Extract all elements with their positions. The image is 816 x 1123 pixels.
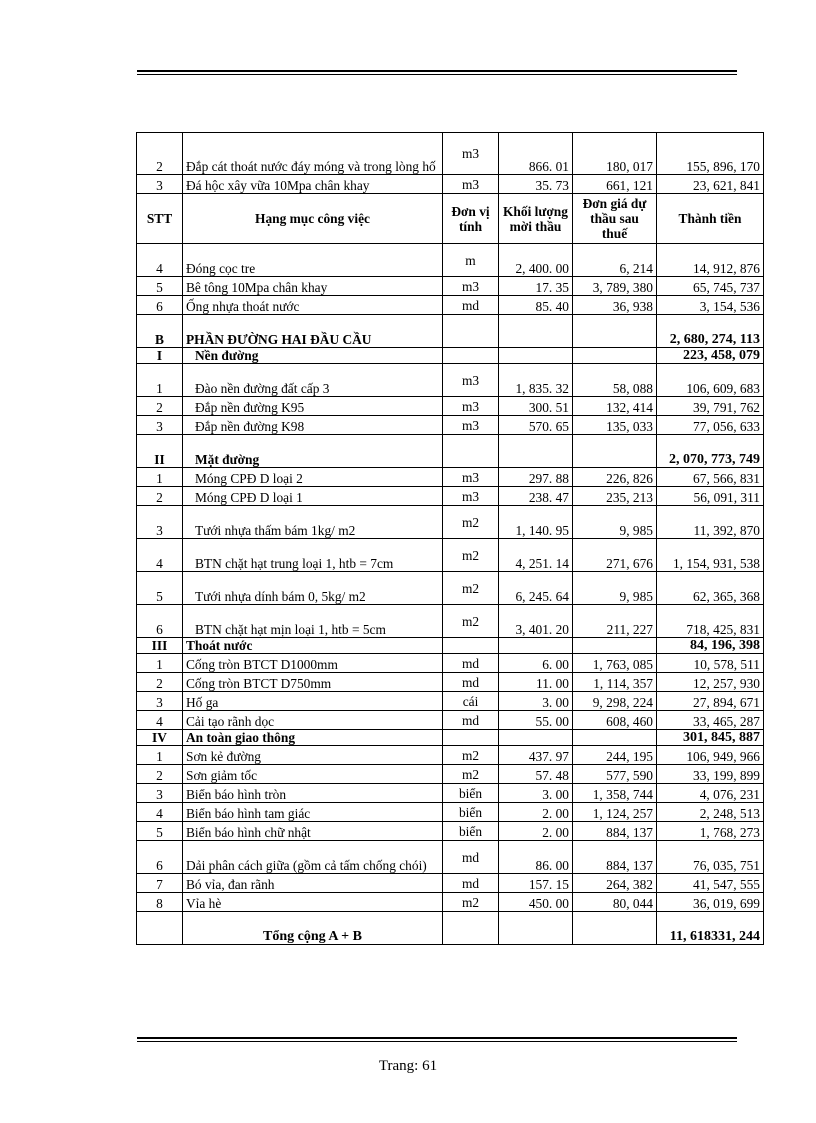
cell-qty: 85. 40 (499, 296, 573, 315)
cell-stt: 5 (137, 277, 183, 296)
cell-qty: 35. 73 (499, 175, 573, 194)
table-row (137, 803, 764, 822)
cell-price (573, 638, 657, 654)
cell-name: Thoát nước (183, 638, 443, 654)
table-row (137, 296, 764, 315)
table-row (137, 784, 764, 803)
cell-total: 33, 465, 287 (657, 711, 764, 730)
footer-rule (137, 1037, 737, 1042)
cell-name: Cống tròn BTCT D1000mm (183, 654, 443, 673)
cell-price: 1, 763, 085 (573, 654, 657, 673)
cell-name: Đắp nền đường K98 (183, 416, 443, 435)
cell-stt: 5 (137, 822, 183, 841)
cell-unit (443, 730, 499, 746)
cell-total: 76, 035, 751 (657, 841, 764, 874)
cell-name: Hạng mục công việc (183, 194, 443, 244)
cell-price (573, 315, 657, 348)
cell-stt: 3 (137, 416, 183, 435)
cell-unit (443, 638, 499, 654)
cell-price: 884, 137 (573, 841, 657, 874)
cell-unit: m3 (443, 487, 499, 506)
cell-qty: 3, 401. 20 (499, 605, 573, 638)
cell-stt: 2 (137, 673, 183, 692)
cell-total: 301, 845, 887 (657, 730, 764, 746)
cell-stt: 4 (137, 244, 183, 277)
cell-stt: 7 (137, 874, 183, 893)
cell-stt: 2 (137, 765, 183, 784)
cell-qty: 300. 51 (499, 397, 573, 416)
cell-unit: m2 (443, 539, 499, 572)
cell-qty (499, 435, 573, 468)
cell-price: 1, 114, 357 (573, 673, 657, 692)
cell-unit: md (443, 654, 499, 673)
cell-unit: m2 (443, 893, 499, 912)
cell-unit: md (443, 296, 499, 315)
cell-stt: 4 (137, 711, 183, 730)
cell-price: 3, 789, 380 (573, 277, 657, 296)
cell-stt (137, 912, 183, 945)
cell-unit: m2 (443, 765, 499, 784)
cell-stt: 8 (137, 893, 183, 912)
table-row (137, 133, 764, 175)
table-row (137, 277, 764, 296)
cell-total: 23, 621, 841 (657, 175, 764, 194)
cell-name: Tưới nhựa dính bám 0, 5kg/ m2 (183, 572, 443, 605)
cell-stt: 5 (137, 572, 183, 605)
cell-qty: 3. 00 (499, 692, 573, 711)
cell-qty: 17. 35 (499, 277, 573, 296)
cell-price: 235, 213 (573, 487, 657, 506)
cell-unit: m3 (443, 397, 499, 416)
cell-total: 10, 578, 511 (657, 654, 764, 673)
cell-total: 12, 257, 930 (657, 673, 764, 692)
cell-name: Đắp cát thoát nước đáy móng và trong lòng hố (183, 133, 443, 175)
cell-qty: 1, 835. 32 (499, 364, 573, 397)
cell-price: 6, 214 (573, 244, 657, 277)
cell-name: Ống nhựa thoát nước (183, 296, 443, 315)
cell-qty: 55. 00 (499, 711, 573, 730)
cell-name: Sơn giảm tốc (183, 765, 443, 784)
cell-unit: md (443, 711, 499, 730)
table-row (137, 572, 764, 605)
cell-price: 36, 938 (573, 296, 657, 315)
cell-total: 223, 458, 079 (657, 348, 764, 364)
cell-qty: 2, 400. 00 (499, 244, 573, 277)
cell-unit: m3 (443, 416, 499, 435)
cell-stt: 4 (137, 803, 183, 822)
cell-name: Hố ga (183, 692, 443, 711)
cell-total: 106, 949, 966 (657, 746, 764, 765)
cell-total: 36, 019, 699 (657, 893, 764, 912)
cell-name: Vỉa hè (183, 893, 443, 912)
cell-price: 58, 088 (573, 364, 657, 397)
cell-qty: 297. 88 (499, 468, 573, 487)
cell-name: Biển báo hình chữ nhật (183, 822, 443, 841)
table-row (137, 673, 764, 692)
cell-name: Đóng cọc tre (183, 244, 443, 277)
cell-stt: III (137, 638, 183, 654)
cell-unit: md (443, 841, 499, 874)
table-row (137, 765, 764, 784)
cell-total: 14, 912, 876 (657, 244, 764, 277)
cell-name: Bó vỉa, đan rãnh (183, 874, 443, 893)
cell-stt: 4 (137, 539, 183, 572)
cell-price: 80, 044 (573, 893, 657, 912)
cell-name: PHẦN ĐƯỜNG HAI ĐẦU CẦU (183, 315, 443, 348)
cell-stt: 1 (137, 364, 183, 397)
cell-qty: 4, 251. 14 (499, 539, 573, 572)
cell-price (573, 435, 657, 468)
cell-name: Dải phân cách giữa (gồm cả tấm chống chói) (183, 841, 443, 874)
cell-unit: m (443, 244, 499, 277)
section-row (137, 315, 764, 348)
cell-name: Bê tông 10Mpa chân khay (183, 277, 443, 296)
cost-estimate-table (136, 132, 764, 945)
table-header-row (137, 194, 764, 244)
table-row (137, 893, 764, 912)
cell-price (573, 730, 657, 746)
cell-stt: 2 (137, 487, 183, 506)
cell-total: Thành tiền (657, 194, 764, 244)
cell-qty: 2. 00 (499, 803, 573, 822)
cell-price: 135, 033 (573, 416, 657, 435)
cell-stt: 3 (137, 784, 183, 803)
cell-qty: 3. 00 (499, 784, 573, 803)
cell-name: BTN chặt hạt mịn loại 1, htb = 5cm (183, 605, 443, 638)
cell-unit: cái (443, 692, 499, 711)
cell-qty: 2. 00 (499, 822, 573, 841)
cell-qty: 86. 00 (499, 841, 573, 874)
cell-qty: 450. 00 (499, 893, 573, 912)
cell-price: 1, 124, 257 (573, 803, 657, 822)
cell-name: Cống tròn BTCT D750mm (183, 673, 443, 692)
cell-price: 264, 382 (573, 874, 657, 893)
cell-unit: biển (443, 784, 499, 803)
cell-total: 2, 680, 274, 113 (657, 315, 764, 348)
section-row (137, 435, 764, 468)
cell-stt: 1 (137, 746, 183, 765)
cell-qty: 157. 15 (499, 874, 573, 893)
cell-unit: m3 (443, 468, 499, 487)
cell-name: Biển báo hình tam giác (183, 803, 443, 822)
cell-stt: 6 (137, 841, 183, 874)
cell-price: 9, 298, 224 (573, 692, 657, 711)
section-row (137, 730, 764, 746)
table-row (137, 605, 764, 638)
cell-qty (499, 730, 573, 746)
cell-stt: I (137, 348, 183, 364)
cell-total: 3, 154, 536 (657, 296, 764, 315)
cell-total: 4, 076, 231 (657, 784, 764, 803)
cell-total: 718, 425, 831 (657, 605, 764, 638)
cell-name: BTN chặt hạt trung loại 1, htb = 7cm (183, 539, 443, 572)
cell-price: 132, 414 (573, 397, 657, 416)
page-number: Trang: 61 (378, 1058, 438, 1074)
cell-price: 9, 985 (573, 506, 657, 539)
cell-qty: 866. 01 (499, 133, 573, 175)
cell-qty: 6, 245. 64 (499, 572, 573, 605)
cell-name: Mặt đường (183, 435, 443, 468)
cell-stt: STT (137, 194, 183, 244)
cell-qty: 6. 00 (499, 654, 573, 673)
header-rule (137, 70, 737, 75)
table-row (137, 539, 764, 572)
cell-unit: m2 (443, 572, 499, 605)
table-row (137, 244, 764, 277)
cell-total: 33, 199, 899 (657, 765, 764, 784)
cell-unit: m3 (443, 277, 499, 296)
cell-unit (443, 435, 499, 468)
cell-total: 11, 392, 870 (657, 506, 764, 539)
cell-stt: 3 (137, 506, 183, 539)
cell-total: 77, 056, 633 (657, 416, 764, 435)
table-row (137, 692, 764, 711)
cell-stt: 3 (137, 175, 183, 194)
cell-qty (499, 638, 573, 654)
cell-stt: 6 (137, 296, 183, 315)
cell-price (573, 348, 657, 364)
cell-qty: Khối lượng mời thầu (499, 194, 573, 244)
cell-unit (443, 348, 499, 364)
cell-qty: 437. 97 (499, 746, 573, 765)
table-row (137, 822, 764, 841)
cell-stt: B (137, 315, 183, 348)
cell-total: 62, 365, 368 (657, 572, 764, 605)
cell-total: 106, 609, 683 (657, 364, 764, 397)
cell-price: Đơn giá dự thầu sau thuế (573, 194, 657, 244)
cell-qty: 238. 47 (499, 487, 573, 506)
cell-price: 271, 676 (573, 539, 657, 572)
cell-qty (499, 315, 573, 348)
cell-price: 180, 017 (573, 133, 657, 175)
cell-unit: m3 (443, 175, 499, 194)
cell-price: 884, 137 (573, 822, 657, 841)
cell-name: Tổng cộng A + B (183, 912, 443, 945)
cell-name: Cải tạo rãnh dọc (183, 711, 443, 730)
cell-unit: m3 (443, 364, 499, 397)
table-row (137, 487, 764, 506)
cell-price: 608, 460 (573, 711, 657, 730)
cell-total: 155, 896, 170 (657, 133, 764, 175)
cell-total: 56, 091, 311 (657, 487, 764, 506)
table-row (137, 506, 764, 539)
cell-name: Sơn kẻ đường (183, 746, 443, 765)
cell-name: Đá hộc xây vữa 10Mpa chân khay (183, 175, 443, 194)
cell-total: 2, 070, 773, 749 (657, 435, 764, 468)
cell-unit: Đơn vị tính (443, 194, 499, 244)
cell-unit: biển (443, 803, 499, 822)
cell-total: 11, 618331, 244 (657, 912, 764, 945)
cell-stt: 2 (137, 397, 183, 416)
cell-total: 65, 745, 737 (657, 277, 764, 296)
cell-qty: 11. 00 (499, 673, 573, 692)
cell-unit: m2 (443, 605, 499, 638)
cell-stt: 3 (137, 692, 183, 711)
cell-stt: 6 (137, 605, 183, 638)
section-row (137, 638, 764, 654)
table-body (137, 133, 764, 945)
cell-stt: IV (137, 730, 183, 746)
cell-total: 39, 791, 762 (657, 397, 764, 416)
cell-unit: m2 (443, 746, 499, 765)
cell-price: 661, 121 (573, 175, 657, 194)
cell-price: 1, 358, 744 (573, 784, 657, 803)
cell-price: 244, 195 (573, 746, 657, 765)
cell-price: 226, 826 (573, 468, 657, 487)
table-row (137, 841, 764, 874)
cell-qty: 1, 140. 95 (499, 506, 573, 539)
table-row (137, 175, 764, 194)
cell-price: 9, 985 (573, 572, 657, 605)
cell-total: 84, 196, 398 (657, 638, 764, 654)
cell-qty: 57. 48 (499, 765, 573, 784)
cell-unit: m3 (443, 133, 499, 175)
cell-unit: m2 (443, 506, 499, 539)
cell-name: An toàn giao thông (183, 730, 443, 746)
cell-name: Móng CPĐ D loại 2 (183, 468, 443, 487)
cell-name: Đào nền đường đất cấp 3 (183, 364, 443, 397)
cell-unit: biển (443, 822, 499, 841)
table-row (137, 397, 764, 416)
table-row (137, 654, 764, 673)
cell-total: 41, 547, 555 (657, 874, 764, 893)
cell-total: 1, 768, 273 (657, 822, 764, 841)
cell-stt: II (137, 435, 183, 468)
cell-name: Biển báo hình tròn (183, 784, 443, 803)
cell-name: Nền đường (183, 348, 443, 364)
cell-stt: 1 (137, 468, 183, 487)
table-row (137, 711, 764, 730)
cell-price (573, 912, 657, 945)
table-row (137, 416, 764, 435)
cell-name: Đắp nền đường K95 (183, 397, 443, 416)
cell-qty (499, 912, 573, 945)
section-row (137, 348, 764, 364)
cell-price: 211, 227 (573, 605, 657, 638)
cell-qty: 570. 65 (499, 416, 573, 435)
cell-total: 27, 894, 671 (657, 692, 764, 711)
table-row (137, 874, 764, 893)
cell-unit: md (443, 874, 499, 893)
cell-qty (499, 348, 573, 364)
grand-total-row (137, 912, 764, 945)
cell-name: Móng CPĐ D loại 1 (183, 487, 443, 506)
cell-unit (443, 912, 499, 945)
cell-total: 67, 566, 831 (657, 468, 764, 487)
table-row (137, 468, 764, 487)
cell-stt: 2 (137, 133, 183, 175)
cell-name: Tưới nhựa thấm bám 1kg/ m2 (183, 506, 443, 539)
table-row (137, 364, 764, 397)
table-row (137, 746, 764, 765)
cell-total: 1, 154, 931, 538 (657, 539, 764, 572)
cell-total: 2, 248, 513 (657, 803, 764, 822)
cell-unit: md (443, 673, 499, 692)
cell-price: 577, 590 (573, 765, 657, 784)
cell-stt: 1 (137, 654, 183, 673)
cell-unit (443, 315, 499, 348)
